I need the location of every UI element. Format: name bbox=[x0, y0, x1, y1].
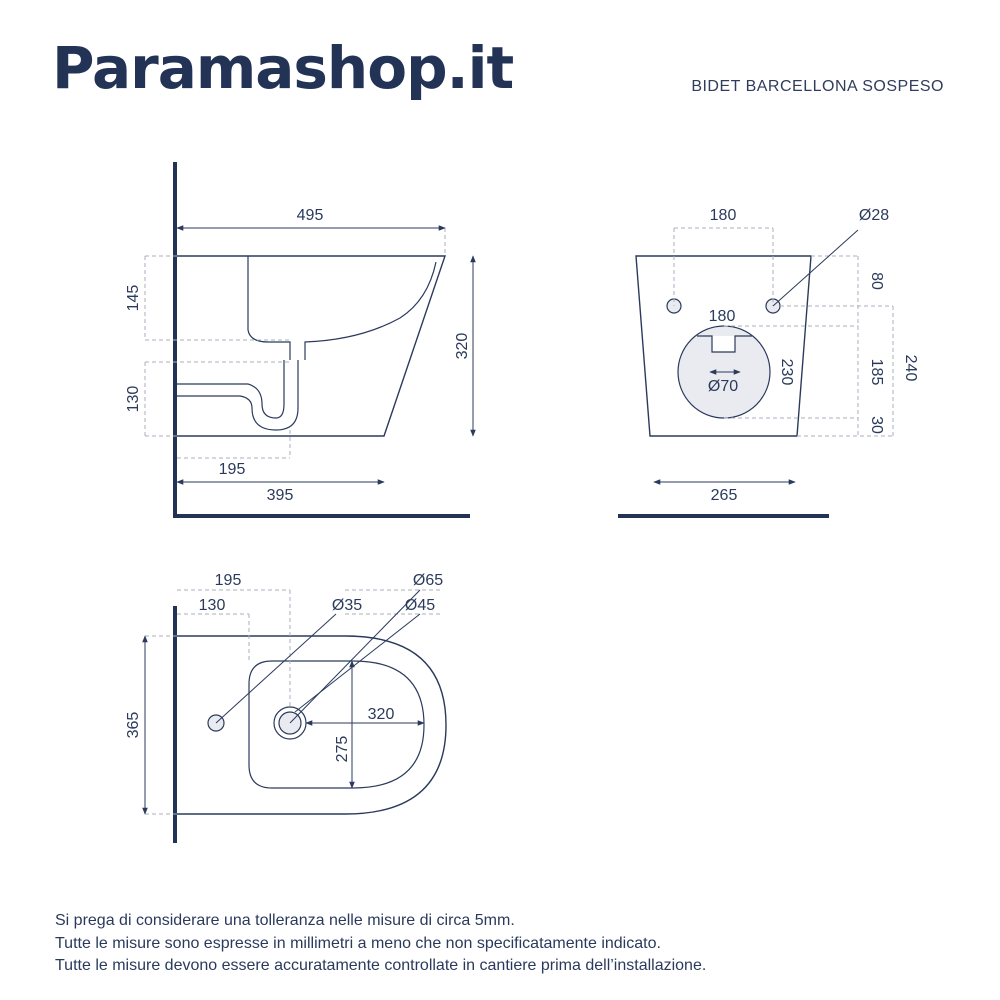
top-view bbox=[125, 572, 446, 843]
dim-240: 240 bbox=[902, 354, 919, 382]
product-title: BIDET BARCELLONA SOSPESO bbox=[691, 78, 944, 95]
trap-pipe bbox=[177, 360, 284, 418]
dim-230: 230 bbox=[778, 358, 795, 386]
dim-30: 30 bbox=[868, 416, 885, 434]
dim-195-top: 195 bbox=[214, 572, 242, 589]
dim-185: 185 bbox=[868, 358, 885, 386]
dim-395: 395 bbox=[266, 487, 294, 504]
dim-320-top: 320 bbox=[367, 706, 395, 723]
dim-130-top: 130 bbox=[198, 597, 226, 614]
dim-130: 130 bbox=[125, 385, 142, 413]
dim-diam-45: Ø45 bbox=[404, 597, 436, 614]
dim-275: 275 bbox=[334, 735, 351, 763]
dim-diam-70: Ø70 bbox=[707, 378, 739, 395]
dim-180-top: 180 bbox=[709, 207, 737, 224]
dim-diam-35: Ø35 bbox=[331, 597, 363, 614]
dim-diam-65: Ø65 bbox=[412, 572, 444, 589]
bidet-side-outline bbox=[177, 256, 445, 436]
dim-diam-28: Ø28 bbox=[858, 207, 890, 224]
notes-block bbox=[55, 910, 706, 978]
side-view bbox=[125, 162, 473, 517]
brand-logo: Paramashop.it bbox=[52, 34, 514, 102]
dim-320-height: 320 bbox=[454, 332, 471, 360]
note-units: Tutte le misure sono espresse in millimetri a meno che non specificatamente indicato. bbox=[55, 934, 661, 952]
dim-495: 495 bbox=[296, 207, 324, 224]
dim-80: 80 bbox=[868, 272, 885, 290]
dim-180-opening: 180 bbox=[708, 308, 736, 325]
dim-145: 145 bbox=[125, 284, 142, 312]
front-view bbox=[618, 207, 919, 516]
dim-365: 365 bbox=[125, 711, 142, 739]
note-verify: Tutte le misure devono essere accuratamente controllate in cantiere prima dell’installazione. bbox=[55, 957, 707, 974]
dim-265: 265 bbox=[710, 487, 738, 504]
dim-195: 195 bbox=[218, 461, 246, 478]
note-tolerance: Si prega di considerare una tolleranza nelle misure di circa 5mm. bbox=[55, 912, 515, 929]
